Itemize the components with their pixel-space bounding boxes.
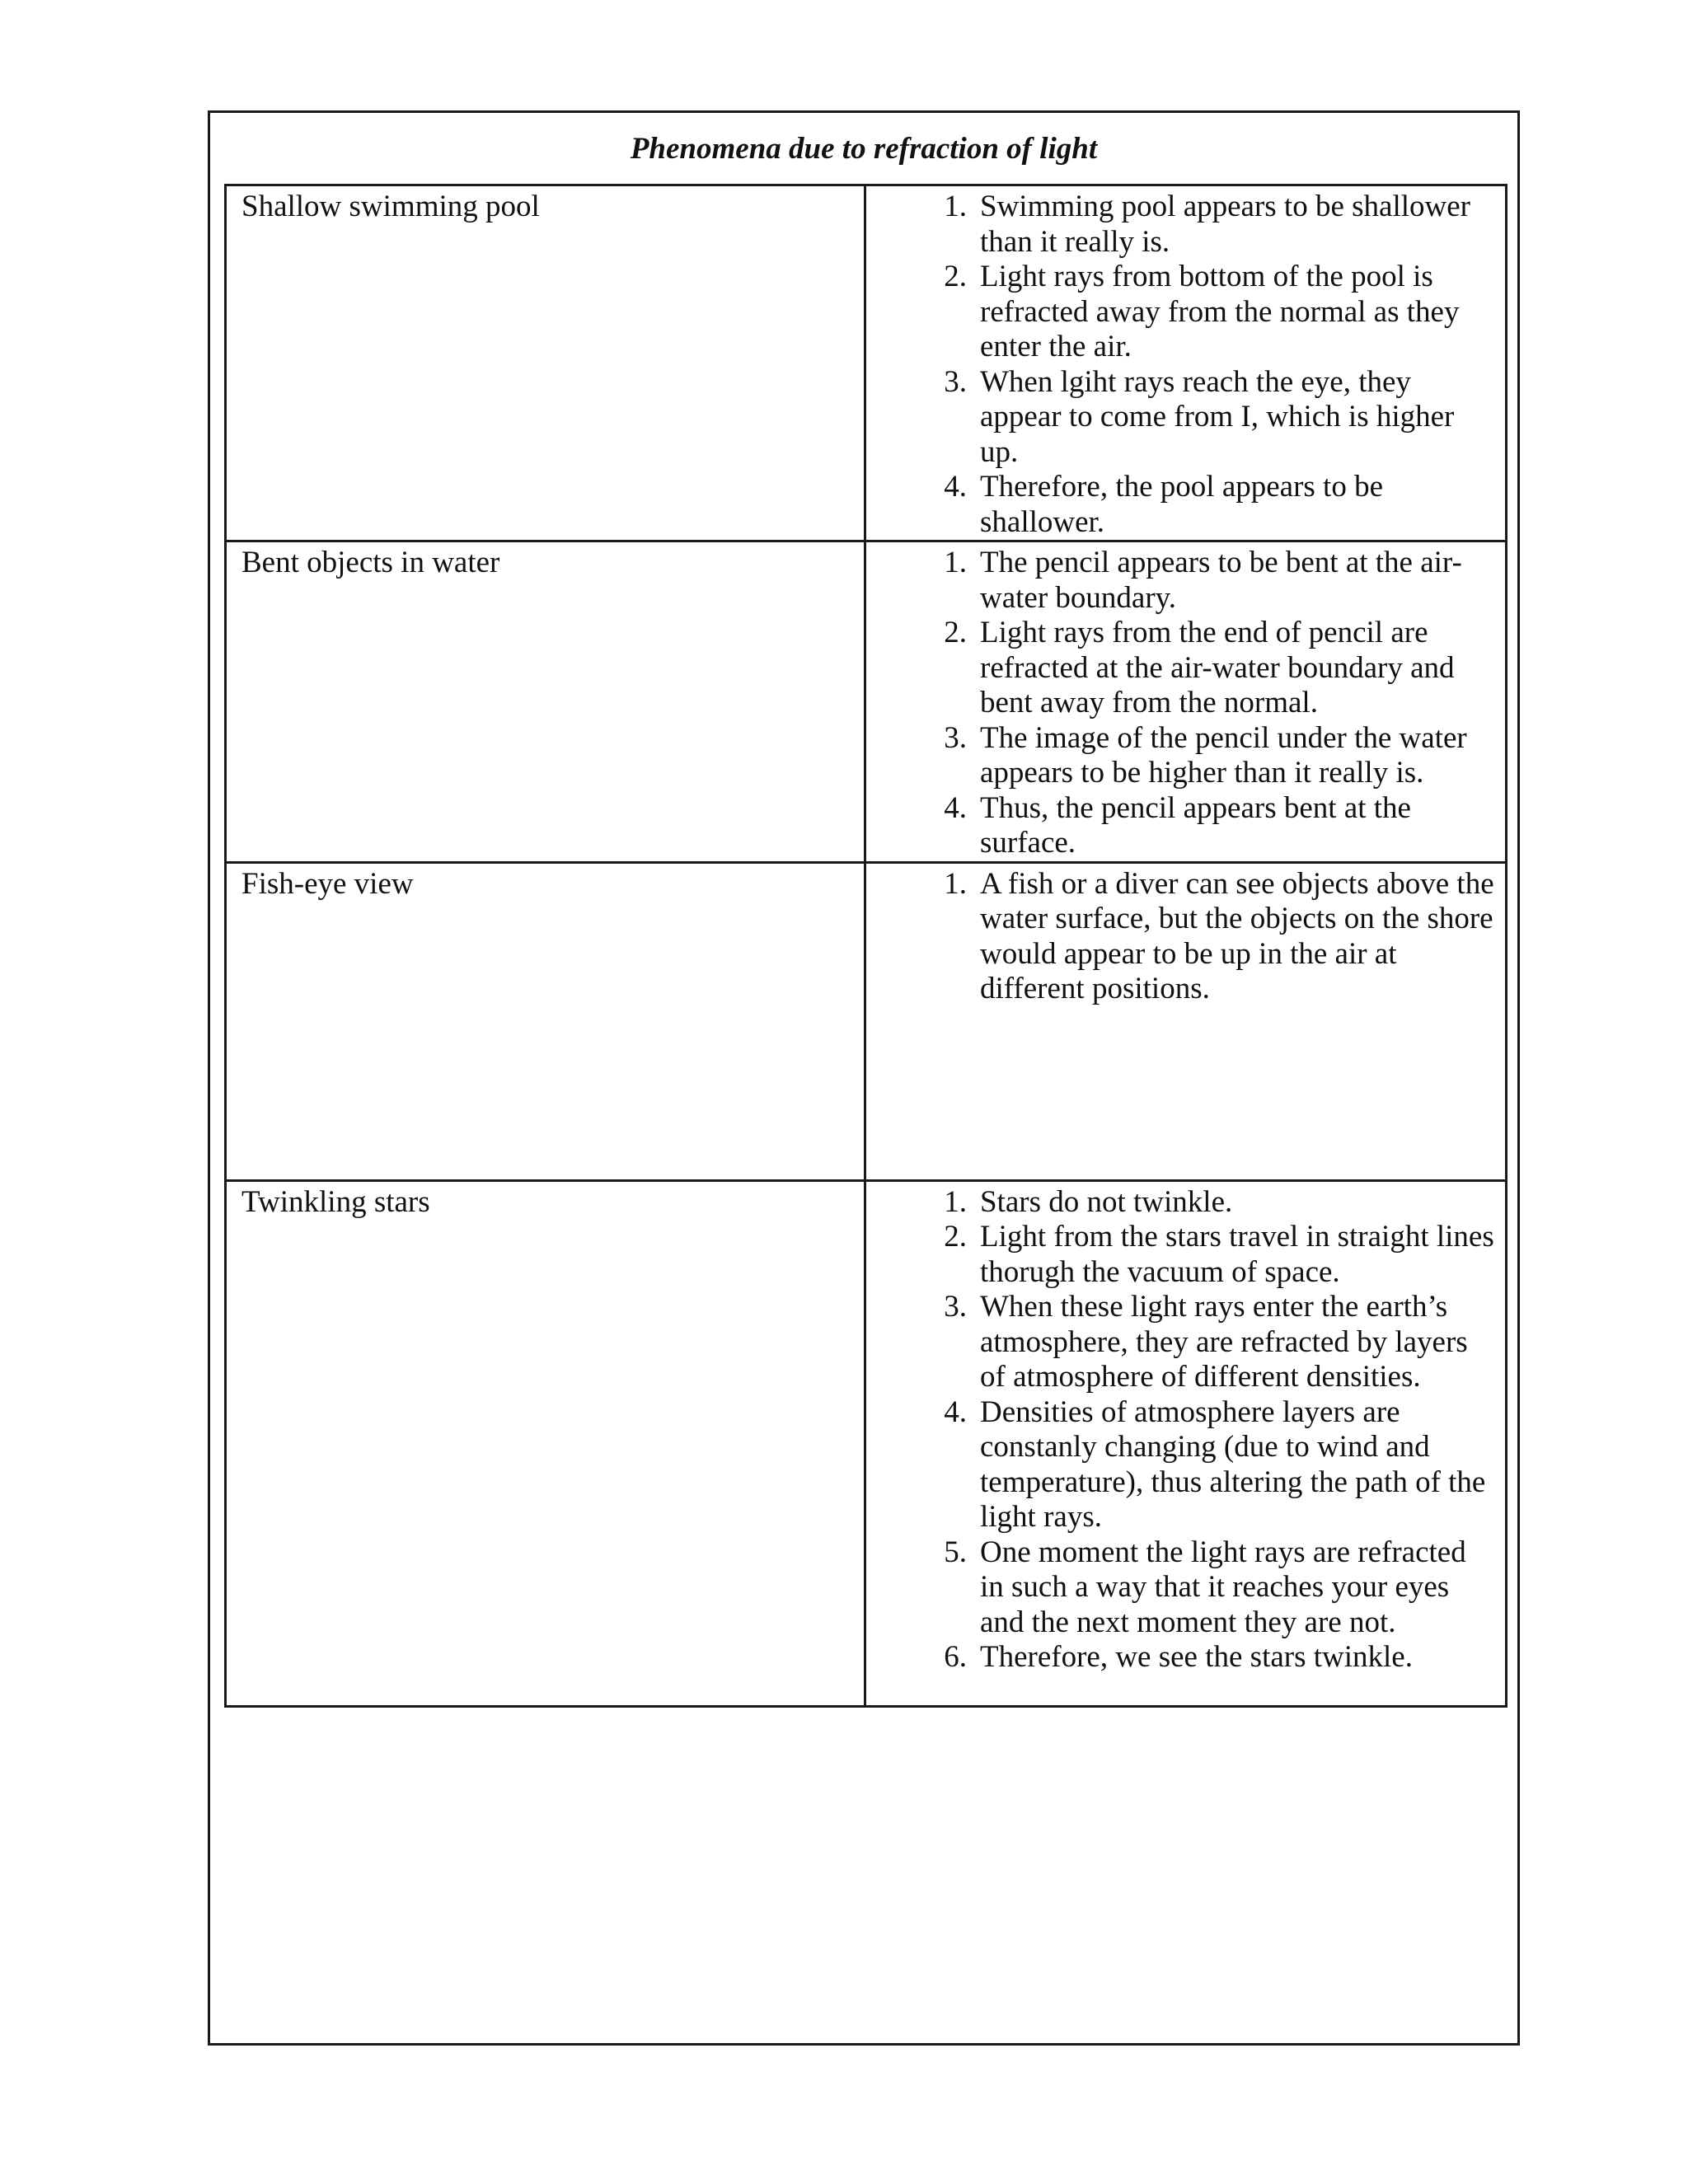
list-item	[866, 546, 1495, 616]
table-row	[226, 185, 1507, 541]
explanation-list	[866, 864, 1505, 1007]
list-item	[866, 260, 1495, 365]
item-number: 1.	[944, 190, 967, 223]
item-text: Light from the stars travel in straight lines thorugh the vacuum of space.	[980, 1220, 1494, 1289]
list-item	[866, 365, 1495, 471]
item-number: 3.	[944, 720, 967, 755]
item-text: When these light rays enter the earth’s atmosphere, they are refracted by layers of atmosphere of different densities.	[980, 1290, 1468, 1394]
item-number: 2.	[944, 1220, 967, 1254]
item-text: Therefore, the pool appears to be shallower.	[980, 470, 1384, 539]
item-text: Swimming pool appears to be shallower than it really is.	[980, 190, 1470, 259]
phenomenon-name: Shallow swimming pool	[226, 185, 865, 541]
item-number: 1.	[944, 1184, 967, 1219]
list-item	[866, 867, 1495, 1007]
item-text: The image of the pencil under the water appears to be higher than it really is.	[980, 720, 1467, 790]
explanation-cell	[865, 1180, 1507, 1706]
phenomenon-name: Bent objects in water	[226, 541, 865, 863]
explanation-list	[866, 1182, 1505, 1675]
item-number: 6.	[944, 1640, 967, 1674]
item-number: 4.	[944, 790, 967, 825]
item-number: 1.	[944, 866, 967, 901]
explanation-list	[866, 542, 1505, 861]
explanation-cell	[865, 185, 1507, 541]
phenomenon-name: Twinkling stars	[226, 1180, 865, 1706]
item-number: 3.	[944, 364, 967, 399]
item-text: Stars do not twinkle.	[980, 1184, 1233, 1219]
list-item	[866, 1290, 1495, 1395]
item-text: Light rays from bottom of the pool is refracted away from the normal as they enter the air.	[980, 260, 1460, 363]
list-item	[866, 1220, 1495, 1290]
item-text: The pencil appears to be bent at the air-water boundary.	[980, 546, 1462, 615]
item-text: Thus, the pencil appears bent at the surface.	[980, 790, 1411, 860]
item-number: 2.	[944, 260, 967, 293]
list-item	[866, 1395, 1495, 1535]
list-item	[866, 1535, 1495, 1641]
item-number: 4.	[944, 1394, 967, 1429]
item-number: 3.	[944, 1290, 967, 1324]
table-row	[226, 1180, 1507, 1706]
explanation-cell	[865, 862, 1507, 1180]
item-text: Light rays from the end of pencil are refracted at the air-water boundary and bent away from the normal.	[980, 616, 1455, 719]
explanation-list	[866, 186, 1505, 540]
item-text: A fish or a diver can see objects above the water surface, but the objects on the shore would appear to be up in the air at different positions.	[980, 866, 1494, 1005]
item-text: Densities of atmosphere layers are constanly changing (due to wind and temperature), thus altering the path of the light rays.	[980, 1394, 1486, 1534]
list-item	[866, 470, 1495, 540]
table-row	[226, 541, 1507, 863]
list-item	[866, 616, 1495, 721]
explanation-cell	[865, 541, 1507, 863]
item-text: Therefore, we see the stars twinkle.	[980, 1640, 1413, 1674]
list-item	[866, 190, 1495, 260]
item-number: 4.	[944, 470, 967, 504]
item-text: When lgiht rays reach the eye, they appear to come from I, which is higher up.	[980, 364, 1455, 469]
list-item	[866, 721, 1495, 791]
item-number: 2.	[944, 616, 967, 649]
item-text: One moment the light rays are refracted in such a way that it reaches your eyes and the next moment they are not.	[980, 1535, 1466, 1639]
list-item	[866, 1640, 1495, 1675]
list-item	[866, 791, 1495, 861]
document-frame	[208, 110, 1520, 2046]
phenomenon-name: Fish-eye view	[226, 862, 865, 1180]
item-number: 5.	[944, 1535, 967, 1569]
phenomena-table	[224, 184, 1507, 1708]
list-item	[866, 1185, 1495, 1221]
document-title: Phenomena due to refraction of light	[630, 131, 1098, 166]
table-row	[226, 862, 1507, 1180]
item-number: 1.	[944, 546, 967, 579]
